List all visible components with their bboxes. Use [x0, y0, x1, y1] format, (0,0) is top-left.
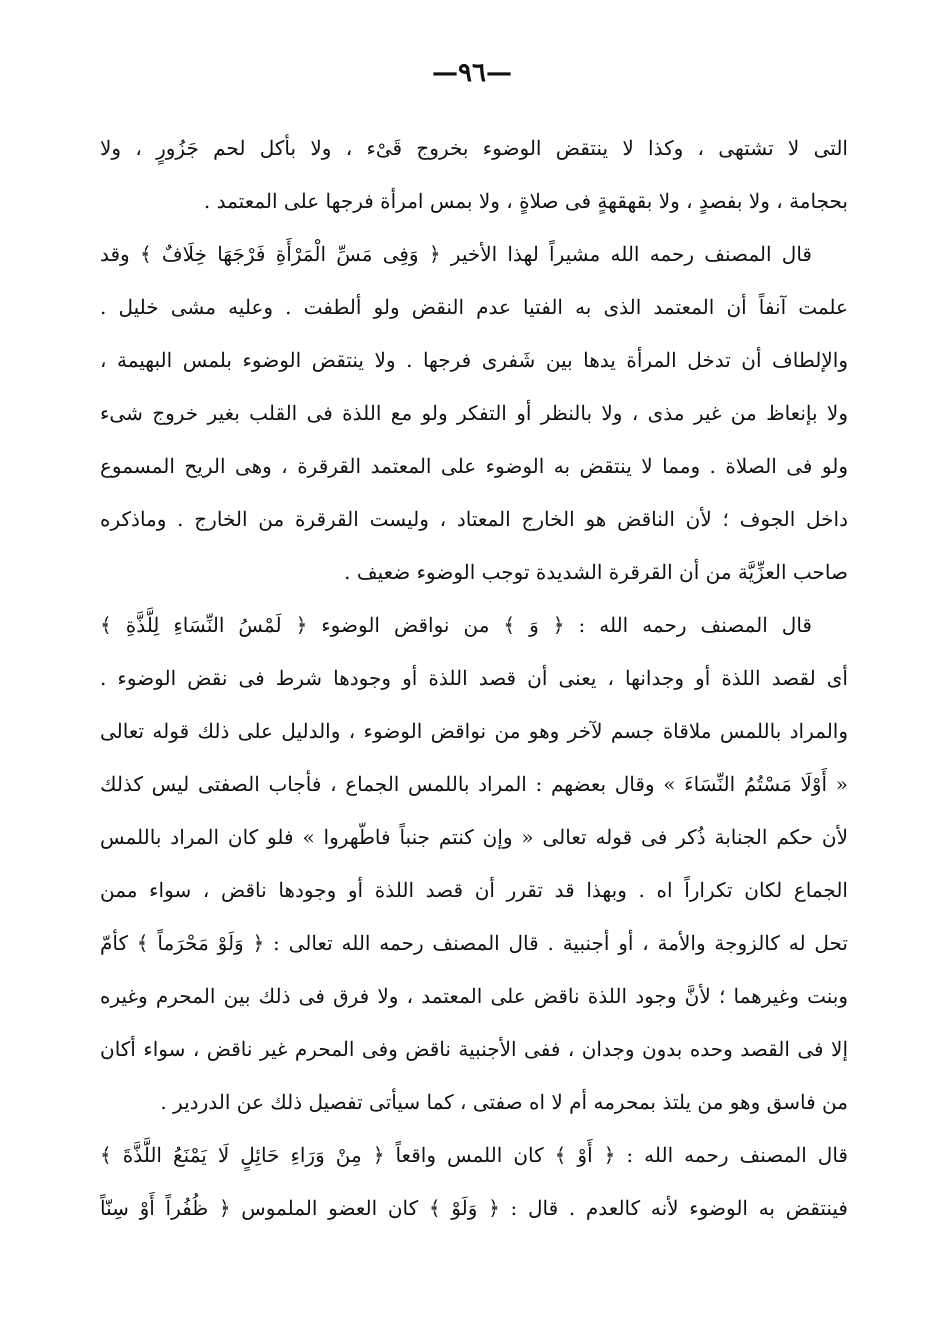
- paragraph: [100, 1129, 848, 1235]
- text-line: إلا فى القصد وحده بدون وجدان ، ففى الأجنبية ناقض وفى المحرم غير ناقض ، سواء أكان: [100, 1037, 848, 1061]
- text-line: بحجامة ، ولا بفصدٍ ، ولا بقهقهةٍ فى صلاةٍ ، ولا بمس امرأة فرجها على المعتمد .: [203, 189, 848, 213]
- body-text: [100, 122, 848, 1235]
- text-line: ولو فى الصلاة . ومما لا ينتقض به الوضوء على المعتمد القرقرة ، وهى الريح المسموع: [100, 454, 848, 478]
- page-number: —٩٦—: [432, 58, 512, 88]
- text-line: والإلطاف أن تدخل المرأة يدها بين شَفرى فرجها . ولا ينتقض الوضوء بلمس البهيمة ،: [100, 348, 848, 372]
- text-line: لأن حكم الجنابة ذُكر فى قوله تعالى « وإن كنتم جنباً فاطّهروا » فلو كان المراد باللمس: [100, 825, 848, 849]
- text-line: أى لقصد اللذة أو وجدانها ، يعنى أن قصد اللذة أو وجودها شرط فى نقض الوضوء .: [100, 666, 848, 690]
- text-line: « أَوْلَا مَسْتُمُ النِّسَاءَ » وقال بعضهم : المراد باللمس الجماع ، فأجاب الصفتى ليس كذلك: [100, 772, 848, 796]
- text-line: فينتقض به الوضوء لأنه كالعدم . قال : ﴿ وَلَوْ ﴾ كان العضو الملموس ﴿ ظُفُراً أَوْ سِنّاً: [100, 1196, 848, 1220]
- text-line: تحل له كالزوجة والأمة ، أو أجنبية . قال المصنف رحمه الله تعالى : ﴿ وَلَوْ مَحْرَماً ﴾ كأمّ: [100, 931, 848, 955]
- text-line: علمت آنفاً أن المعتمد الذى به الفتيا عدم النقض ولو ألطفت . وعليه مشى خليل .: [100, 295, 848, 319]
- paragraph: [100, 599, 848, 1129]
- text-line: قال المصنف رحمه الله : ﴿ أَوْ ﴾ كان اللمس واقعاً ﴿ مِنْ وَرَاءِ حَائِلٍ لَا يَمْنَعُ اللَّذَّةَ ﴾: [100, 1143, 848, 1167]
- text-line: التى لا تشتهى ، وكذا لا ينتقض الوضوء بخروج قَىْء ، ولا بأكل لحم جَزُورٍ ، ولا: [100, 136, 848, 160]
- text-line: الجماع لكان تكراراً اه . وبهذا قد تقرر أن قصد اللذة أو وجودها ناقض ، سواء ممن: [100, 878, 848, 902]
- text-line: من فاسق وهو من يلتذ بمحرمه أم لا اه صفتى ، كما سيأتى تفصيل ذلك عن الدردير .: [160, 1090, 848, 1114]
- paragraph: [100, 122, 848, 228]
- text-line: قال المصنف رحمه الله مشيراً لهذا الأخير ﴿ وَفِى مَسِّ الْمَرْأَةِ فَرْجَهَا خِلَافٌ ﴾ وقد: [100, 242, 812, 266]
- text-line: صاحب العزِّيَّة من أن القرقرة الشديدة توجب الوضوء ضعيف .: [344, 560, 848, 584]
- text-line: ولا بإنعاظ من غير مذى ، ولا بالنظر أو التفكر ولو مع اللذة فى القلب بغير خروج شىء: [100, 401, 848, 425]
- text-line: وبنت وغيرهما ؛ لأنَّ وجود اللذة ناقض على المعتمد ، ولا فرق فى ذلك بين المحرم وغيره: [100, 984, 848, 1008]
- text-line: والمراد باللمس ملاقاة جسم لآخر وهو من نواقض الوضوء ، والدليل على ذلك قوله تعالى: [100, 719, 848, 743]
- text-line: داخل الجوف ؛ لأن الناقض هو الخارج المعتاد ، وليست القرقرة من الخارج . وماذكره: [100, 507, 848, 531]
- text-line: قال المصنف رحمه الله : ﴿ وَ ﴾ من نواقض الوضوء ﴿ لَمْسُ النِّسَاءِ لِلَّذَّةِ ﴾: [100, 613, 812, 637]
- paragraph: [100, 228, 848, 599]
